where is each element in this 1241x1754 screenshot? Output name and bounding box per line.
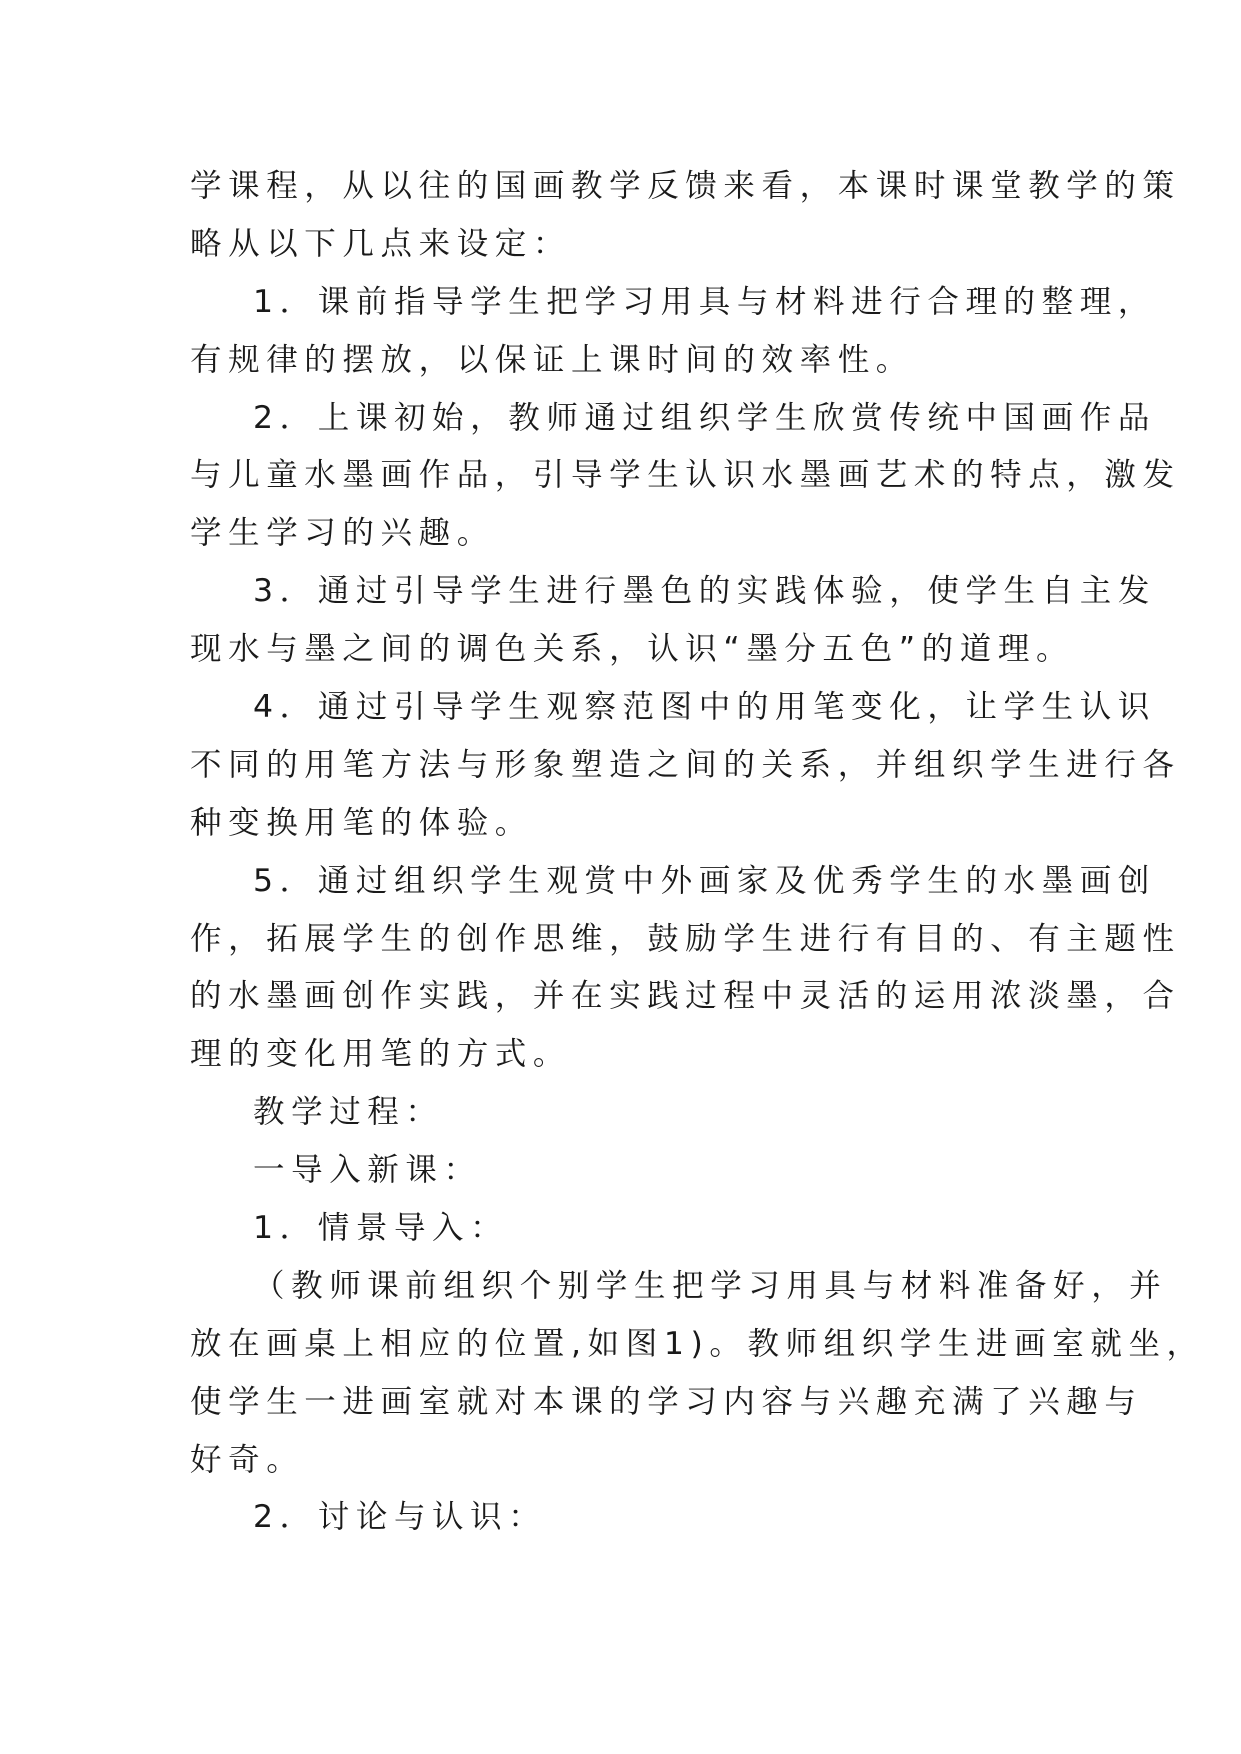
text-line: 放在画桌上相应的位置,如图1)。教师组织学生进画室就坐， [190, 1325, 1205, 1362]
text-line: 作，拓展学生的创作思维，鼓励学生进行有目的、有主题性 [190, 920, 1181, 957]
text-line: 种变换用笔的体验。 [190, 804, 533, 841]
text-line: 3．通过引导学生进行墨色的实践体验，使学生自主发 [253, 573, 1156, 610]
text-line: 使学生一进画室就对本课的学习内容与兴趣充满了兴趣与 [190, 1383, 1143, 1420]
text-line: 5．通过组织学生观赏中外画家及优秀学生的水墨画创 [253, 862, 1156, 899]
text-line: 与儿童水墨画作品，引导学生认识水墨画艺术的特点，激发 [190, 457, 1181, 494]
text-line: 4．通过引导学生观察范图中的用笔变化，让学生认识 [253, 689, 1156, 726]
text-line: 学课程，从以往的国画教学反馈来看，本课时课堂教学的策 [190, 168, 1181, 204]
subsection-heading: 1．情景导入： [253, 1210, 509, 1247]
text-line: 略从以下几点来设定： [190, 225, 572, 262]
section-heading: 一导入新课： [253, 1152, 482, 1189]
text-line: 学生学习的兴趣。 [190, 515, 495, 552]
text-line: （教师课前组织个别学生把学习用具与材料准备好，并 [253, 1267, 1168, 1304]
text-line: 现水与墨之间的调色关系，认识“墨分五色”的道理。 [190, 631, 1075, 668]
text-line: 2．上课初始，教师通过组织学生欣赏传统中国画作品 [253, 399, 1156, 436]
text-line: 有规律的摆放，以保证上课时间的效率性。 [190, 341, 914, 378]
subsection-heading: 2．讨论与认识： [253, 1499, 547, 1536]
text-line: 理的变化用笔的方式。 [190, 1036, 572, 1073]
text-line: 不同的用笔方法与形象塑造之间的关系，并组织学生进行各 [190, 746, 1181, 783]
text-line: 的水墨画创作实践，并在实践过程中灵活的运用浓淡墨，合 [190, 978, 1181, 1015]
section-heading: 教学过程： [253, 1094, 444, 1131]
text-line: 1．课前指导学生把学习用具与材料进行合理的整理， [253, 283, 1156, 320]
document-page [190, 158, 1205, 1547]
text-line: 好奇。 [190, 1441, 305, 1478]
